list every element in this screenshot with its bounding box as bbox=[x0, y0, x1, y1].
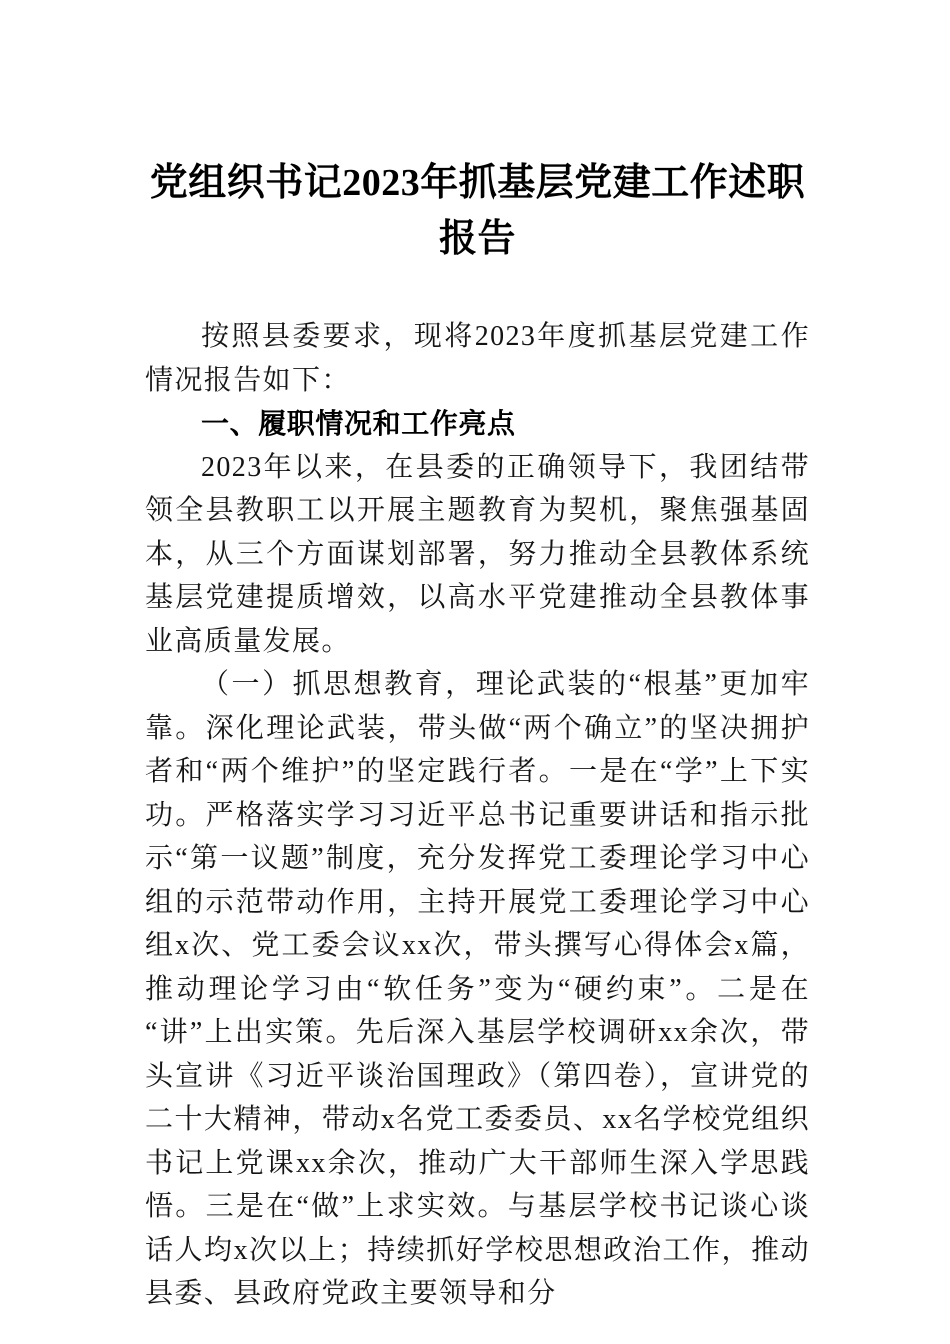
paragraph-overview: 2023年以来，在县委的正确领导下，我团结带领全县教职工以开展主题教育为契机，聚焦强基固本，从三个方面谋划部署，努力推动全县教体系统基层党建提质增效，以高水平党建推动全县教体事业高质量发展。 bbox=[145, 451, 810, 657]
document-body bbox=[145, 0, 810, 1316]
page-title: 党组织书记2023年抓基层党建工作述职报告 bbox=[149, 162, 806, 260]
paragraph-subsection-one: （一）抓思想教育，理论武装的“根基”更加牢靠。深化理论武装，带头做“两个确立”的坚决拥护者和“两个维护”的坚定践行者。一是在“学”上下实功。严格落实学习习近平总书记重要讲话和指示批示“第一议题”制度，充分发挥党工委理论学习中心组的示范带动作用，主持开展党工委理论学习中心组x次、党工委会议xx次，带头撰写心得体会x篇，推动理论学习由“软任务”变为“硬约束”。二是在“讲”上出实策。先后深入基层学校调研xx余次，带头宣讲《习近平谈治国理政》（第四卷），宣讲党的二十大精神，带动x名党工委委员、xx名学校党组织书记上党课xx余次，推动广大干部师生深入学思践悟。三是在“做”上求实效。与基层学校书记谈心谈话人均x次以上；持续抓好学校思想政治工作，推动县委、县政府党政主要领导和分 bbox=[145, 669, 810, 1309]
paragraph-intro: 按照县委要求，现将2023年度抓基层党建工作情况报告如下： bbox=[145, 321, 810, 396]
title-spacer bbox=[145, 267, 810, 315]
heading-section-one: 一、履职情况和工作亮点 bbox=[201, 408, 516, 439]
